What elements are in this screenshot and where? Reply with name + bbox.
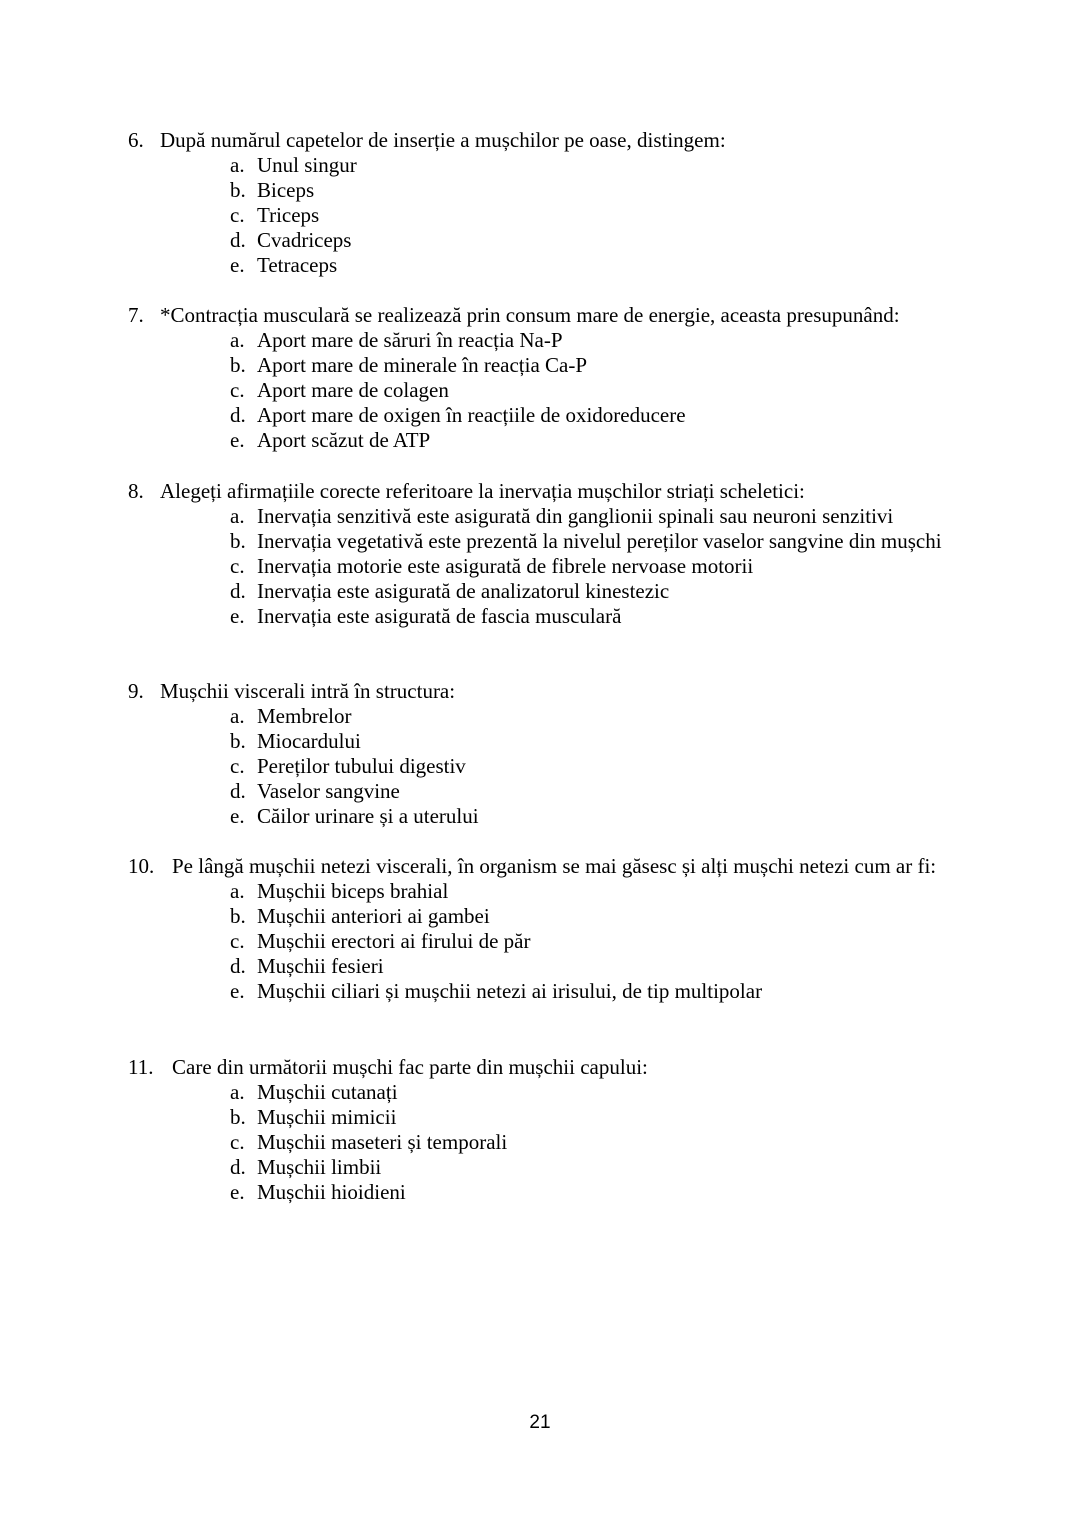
option-letter: d. xyxy=(230,954,246,978)
option-a xyxy=(128,879,952,904)
option-letter: c. xyxy=(230,378,245,402)
page-number: 21 xyxy=(529,1412,551,1433)
option-letter: b. xyxy=(230,529,246,553)
question-number: 6. xyxy=(128,128,144,152)
option-text: Mușchii limbii xyxy=(257,1155,382,1179)
option-letter: e. xyxy=(230,1180,245,1204)
option-d xyxy=(128,954,952,979)
option-letter: c. xyxy=(230,203,245,227)
option-text: Aport mare de oxigen în reacțiile de oxidoreducere xyxy=(257,403,686,427)
option-b xyxy=(128,353,952,378)
option-text: Mușchii hioidieni xyxy=(257,1180,406,1204)
option-c xyxy=(128,1130,952,1155)
question-text: După numărul capetelor de inserție a mușchilor pe oase, distingem: xyxy=(160,128,726,152)
option-list xyxy=(128,879,952,1004)
question-text: Alegeți afirmațiile corecte referitoare la inervația mușchilor striați scheletici: xyxy=(160,479,805,503)
option-letter: d. xyxy=(230,579,246,603)
option-letter: c. xyxy=(230,754,245,778)
option-text: Mușchii maseteri și temporali xyxy=(257,1130,508,1154)
option-d xyxy=(128,1155,952,1180)
option-d xyxy=(128,403,952,428)
option-letter: b. xyxy=(230,729,246,753)
option-text: Unul singur xyxy=(257,153,357,177)
question-text: Mușchii viscerali intră în structura: xyxy=(160,679,456,703)
option-c xyxy=(128,203,952,228)
option-c xyxy=(128,378,952,403)
question-number: 10. xyxy=(128,854,155,878)
option-a xyxy=(128,704,952,729)
option-text: Vaselor sangvine xyxy=(257,779,400,803)
option-letter: a. xyxy=(230,704,245,728)
question-stem xyxy=(128,679,952,704)
option-letter: c. xyxy=(230,929,245,953)
question-number: 7. xyxy=(128,303,144,327)
option-c xyxy=(128,554,952,579)
question-number: 9. xyxy=(128,679,144,703)
question-number: 8. xyxy=(128,479,144,503)
question-stem xyxy=(128,128,952,153)
question-stem xyxy=(128,303,952,328)
option-letter: b. xyxy=(230,1105,246,1129)
option-text: Tetraceps xyxy=(257,253,338,277)
option-b xyxy=(128,729,952,754)
option-text: Inervația este asigurată de fascia musculară xyxy=(257,604,622,628)
question-stem xyxy=(128,1055,952,1080)
option-letter: a. xyxy=(230,504,245,528)
option-text: Aport mare de săruri în reacția Na-P xyxy=(257,328,563,352)
question-7 xyxy=(128,303,952,453)
option-text: Cvadriceps xyxy=(257,228,352,252)
option-text: Inervația vegetativă este prezentă la nivelul pereților vaselor sangvine din mușchi xyxy=(257,529,942,553)
question-stem xyxy=(128,854,952,879)
option-e xyxy=(128,979,952,1004)
option-letter: b. xyxy=(230,353,246,377)
option-text: Miocardului xyxy=(257,729,361,753)
option-letter: e. xyxy=(230,428,245,452)
question-text: Care din următorii mușchi fac parte din mușchii capului: xyxy=(172,1055,648,1079)
question-8 xyxy=(128,479,952,629)
option-d xyxy=(128,779,952,804)
option-list xyxy=(128,704,952,829)
question-text: *Contracția musculară se realizează prin consum mare de energie, aceasta presupunând: xyxy=(160,303,900,327)
option-a xyxy=(128,153,952,178)
option-letter: e. xyxy=(230,604,245,628)
question-6 xyxy=(128,128,952,278)
option-letter: d. xyxy=(230,779,246,803)
option-b xyxy=(128,529,952,554)
option-list xyxy=(128,328,952,453)
option-e xyxy=(128,604,952,629)
option-list xyxy=(128,1080,952,1205)
option-a xyxy=(128,504,952,529)
option-text: Mușchii biceps brahial xyxy=(257,879,449,903)
option-letter: a. xyxy=(230,328,245,352)
option-a xyxy=(128,1080,952,1105)
option-text: Mușchii cutanați xyxy=(257,1080,398,1104)
option-e xyxy=(128,253,952,278)
option-letter: e. xyxy=(230,253,245,277)
option-letter: c. xyxy=(230,554,245,578)
option-letter: d. xyxy=(230,1155,246,1179)
option-text: Mușchii erectori ai firului de păr xyxy=(257,929,531,953)
option-text: Aport scăzut de ATP xyxy=(257,428,431,452)
question-9 xyxy=(128,679,952,829)
option-c xyxy=(128,929,952,954)
question-stem xyxy=(128,479,952,504)
option-e xyxy=(128,428,952,453)
question-11 xyxy=(128,1055,952,1205)
question-text: Pe lângă mușchii netezi viscerali, în organism se mai găsesc și alți mușchi netezi cum ar fi: xyxy=(172,854,937,878)
option-letter: d. xyxy=(230,228,246,252)
option-letter: b. xyxy=(230,178,246,202)
option-text: Triceps xyxy=(257,203,320,227)
option-list xyxy=(128,153,952,278)
option-e xyxy=(128,1180,952,1205)
option-text: Aport mare de minerale în reacția Ca-P xyxy=(257,353,588,377)
option-letter: e. xyxy=(230,804,245,828)
option-list xyxy=(128,504,952,629)
option-letter: e. xyxy=(230,979,245,1003)
option-c xyxy=(128,754,952,779)
option-text: Inervația senzitivă este asigurată din ganglionii spinali sau neuroni senzitivi xyxy=(257,504,894,528)
option-d xyxy=(128,579,952,604)
question-10 xyxy=(128,854,952,1004)
option-text: Inervația este asigurată de analizatorul kinestezic xyxy=(257,579,670,603)
option-text: Mușchii ciliari și mușchii netezi ai irisului, de tip multipolar xyxy=(257,979,763,1003)
option-text: Căilor urinare și a uterului xyxy=(257,804,479,828)
option-letter: a. xyxy=(230,1080,245,1104)
option-letter: d. xyxy=(230,403,246,427)
option-b xyxy=(128,178,952,203)
option-text: Pereților tubului digestiv xyxy=(257,754,466,778)
option-letter: a. xyxy=(230,879,245,903)
option-letter: a. xyxy=(230,153,245,177)
option-text: Mușchii anteriori ai gambei xyxy=(257,904,490,928)
option-text: Mușchii fesieri xyxy=(257,954,384,978)
option-letter: b. xyxy=(230,904,246,928)
option-letter: c. xyxy=(230,1130,245,1154)
question-number: 11. xyxy=(128,1055,154,1079)
option-e xyxy=(128,804,952,829)
option-text: Aport mare de colagen xyxy=(257,378,449,402)
option-text: Biceps xyxy=(257,178,315,202)
option-b xyxy=(128,904,952,929)
option-text: Mușchii mimicii xyxy=(257,1105,397,1129)
option-text: Inervația motorie este asigurată de fibrele nervoase motorii xyxy=(257,554,754,578)
option-d xyxy=(128,228,952,253)
option-text: Membrelor xyxy=(257,704,352,728)
option-b xyxy=(128,1105,952,1130)
option-a xyxy=(128,328,952,353)
